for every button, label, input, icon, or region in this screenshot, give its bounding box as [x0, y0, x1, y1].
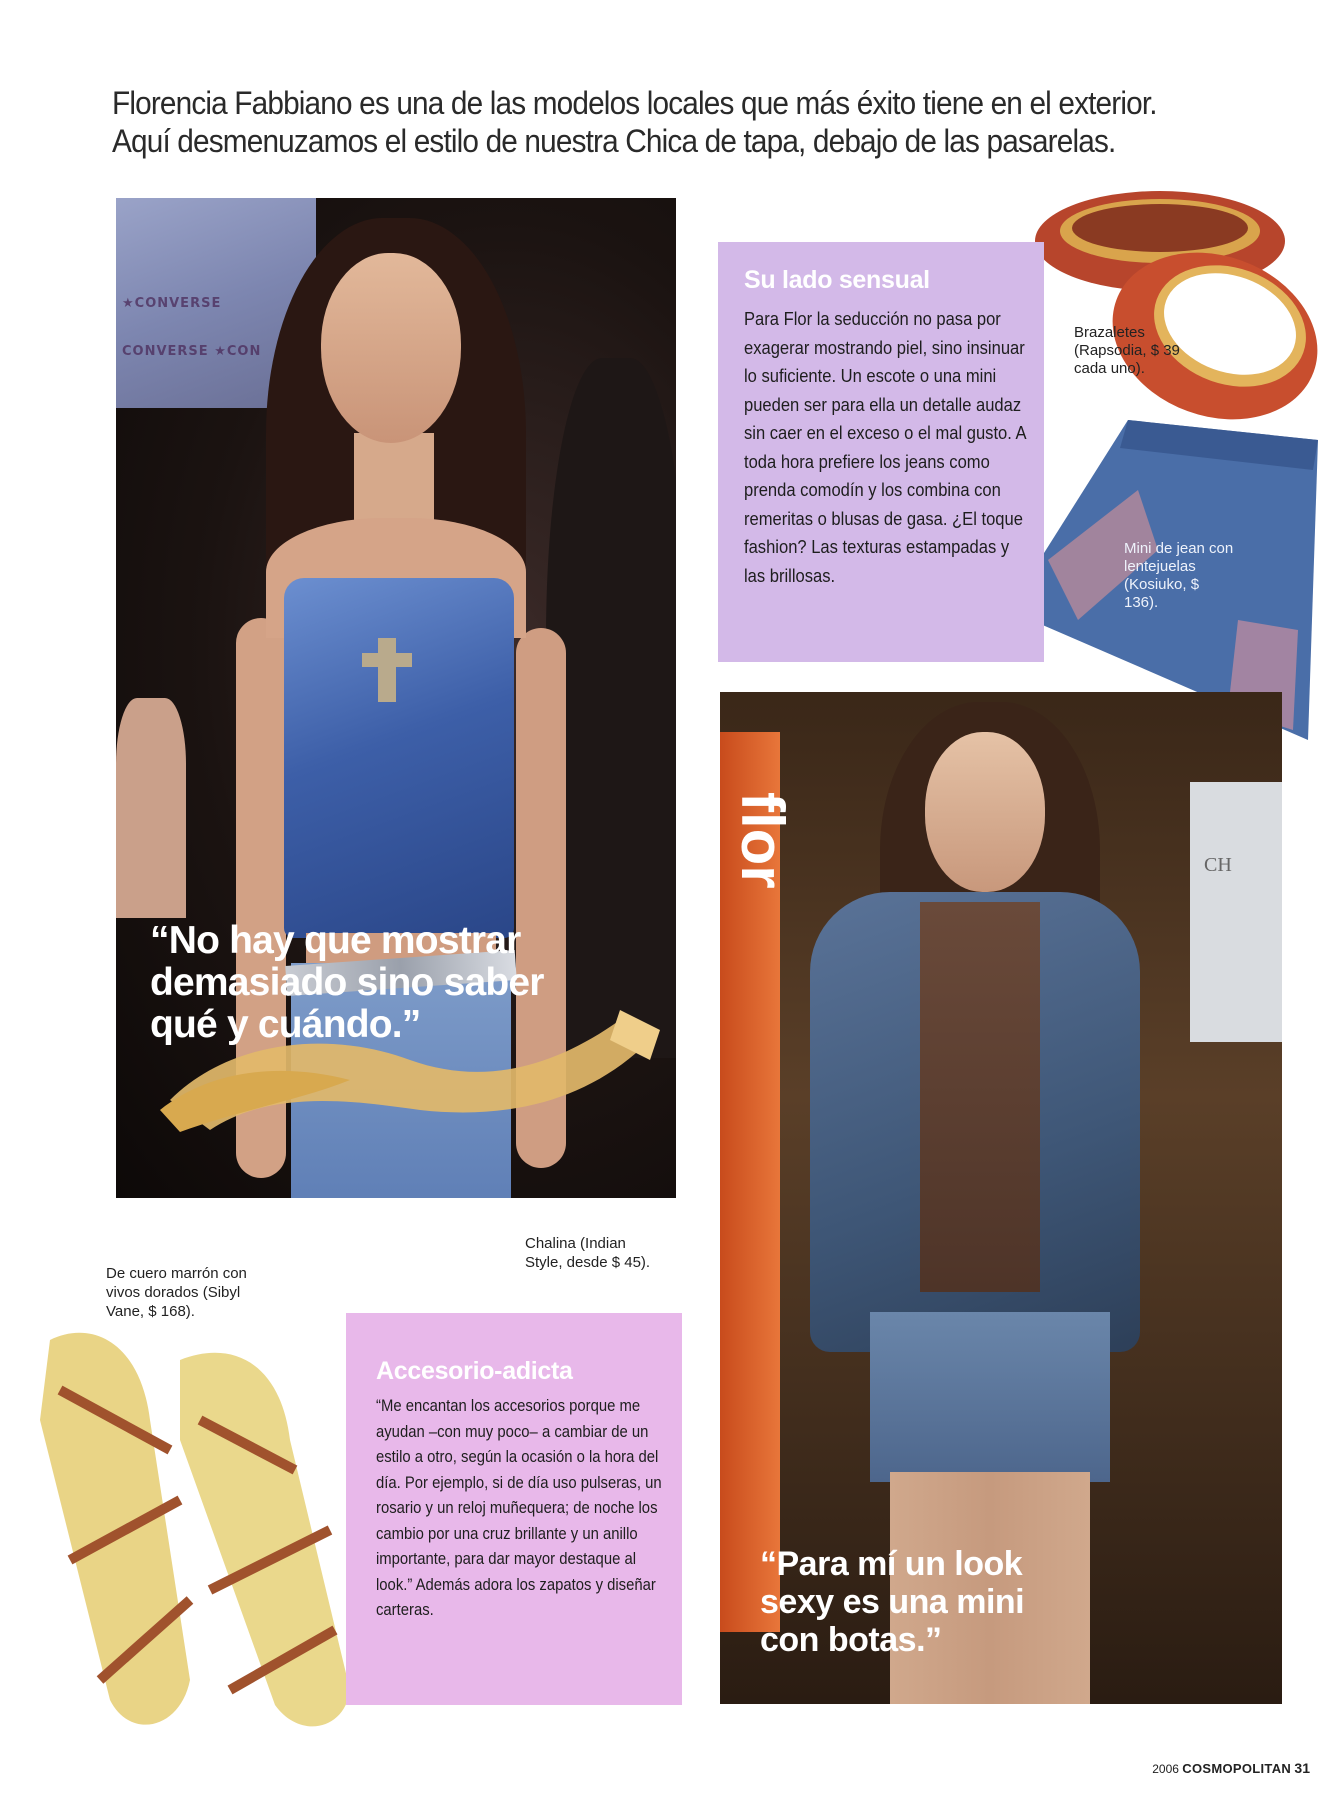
quote2-line-2: sexy es una mini: [760, 1583, 1025, 1621]
accesorio-body: “Me encantan los accesorios porque me ayudan –con muy poco– a cambiar de un estilo a otro, según la ocasión o la hora del día. Por ejemplo, si de día uso pulseras, un rosario y un reloj muñequera; de noche los cambio por una cruz brillante y un anillo importante, para dar mayor destaque al look.” Además adora los zapatos y diseñar carteras.: [376, 1397, 662, 1619]
denim-mini-skirt: [870, 1312, 1110, 1482]
sensual-title: Su lado sensual: [744, 266, 930, 294]
printed-blouse: [920, 902, 1040, 1292]
sandals-image: [30, 1300, 370, 1740]
banner-text-1: ★CONVERSE: [122, 296, 222, 311]
quote1-line-2: demasiado sino saber: [150, 961, 544, 1004]
accesorio-title: Accesorio-adicta: [376, 1357, 573, 1385]
page-number: 31: [1294, 1760, 1310, 1776]
intro-line-1: Florencia Fabbiano es una de las modelos locales que más éxito tiene en el exterior.: [112, 85, 1157, 121]
quote1-line-1: “No hay que mostrar: [150, 919, 521, 962]
sensual-body: Para Flor la seducción no pasa por exagerar mostrando piel, sino insinuar lo suficiente. Un escote o una mini pueden ser para ella un detalle audaz sin caer en el exceso o el mal gusto. A toda hora prefiere los jeans como prenda comodín y los combina con remeritas o blusas de gasa. ¿El toque fashion? Las texturas estampadas y las brillosas.: [744, 309, 1026, 586]
background-person-left: [116, 698, 186, 918]
bracelet-top-hole: [1072, 204, 1248, 252]
orange-sign: [720, 732, 796, 1632]
intro-text: [112, 84, 1172, 160]
caption-brazaletes: Brazaletes (Rapsodia, $ 39 cada uno).: [1074, 324, 1180, 377]
model-face: [321, 253, 461, 443]
caption-mini: Mini de jean con lentejuelas (Kosiuko, $ 136).: [1124, 540, 1234, 611]
panel-text: CH: [1204, 854, 1232, 876]
cross-pendant: [378, 638, 396, 702]
footer-brand: COSMOPOLITAN: [1182, 1761, 1292, 1776]
banner-text-2: CONVERSE ★CON: [122, 344, 262, 359]
store-panel: [1190, 782, 1282, 1042]
sidebar-su-lado-sensual: [718, 242, 1044, 662]
sidebar-accesorio-adicta: [346, 1313, 682, 1705]
model-face: [925, 732, 1045, 892]
bracelets-image: [1030, 186, 1330, 436]
cross-pendant-bar: [362, 653, 412, 667]
caption-sandals: De cuero marrón con vivos dorados (Sibyl Vane, $ 168).: [106, 1265, 247, 1320]
scarf-fold: [160, 1071, 350, 1132]
model-blue-top: [284, 578, 514, 938]
sign-text: flor: [729, 792, 796, 889]
pull-quote-2: [760, 1545, 1280, 1659]
pull-quote-1: [150, 920, 670, 1046]
intro-line-2: Aquí desmenuzamos el estilo de nuestra Chica de tapa, debajo de las pasarelas.: [112, 123, 1116, 159]
caption-chalina: Chalina (Indian Style, desde $ 45).: [525, 1235, 651, 1271]
quote1-line-3: qué y cuándo.”: [150, 1003, 421, 1046]
quote2-line-1: “Para mí un look: [760, 1545, 1023, 1583]
quote2-line-3: con botas.”: [760, 1621, 942, 1659]
page-footer: [1100, 1760, 1310, 1776]
footer-year: 2006: [1152, 1762, 1179, 1776]
